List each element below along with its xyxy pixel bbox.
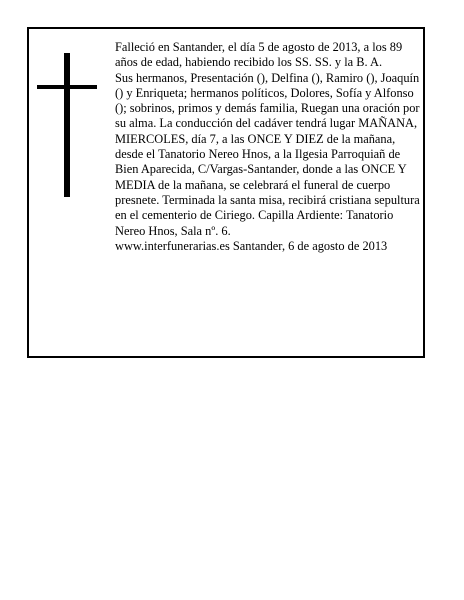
death-announcement: Falleció en Santander, el día 5 de agosto de 2013, a los 89 años de edad, habiendo recibido los SS. SS. y la B. A.	[115, 40, 403, 70]
cross-icon	[37, 53, 97, 197]
cross-vertical-bar	[64, 53, 70, 197]
obituary-text	[115, 40, 421, 254]
source-and-date-line: www.interfunerarias.es Santander, 6 de agosto de 2013	[115, 238, 388, 253]
cross-horizontal-bar	[37, 85, 97, 89]
family-and-ceremony-details: Sus hermanos, Presentación (), Delfina (), Ramiro (), Joaquín () y Enriqueta; hermanos políticos, Dolores, Sofía y Alfonso (); sobrinos, primos y demás familia, Ruegan una oración por su alma. La conducción del cadáver tendrá lugar MAÑANA, MIERCOLES, día 7, a las ONCE Y DIEZ de la mañana, desde el Tanatorio Nereo Hnos, a la Ilgesia Parroquiañ de Bien Aparecida, C/Vargas-Santander, donde a las ONCE Y MEDIA de la mañana, se celebrará el funeral de cuerpo presnete. Terminada la santa misa, recibirá cristiana sepultura en el cementerio de Ciriego. Capilla Ardiente: Tanatorio Nereo Hnos, Sala nº. 6.	[115, 70, 420, 238]
